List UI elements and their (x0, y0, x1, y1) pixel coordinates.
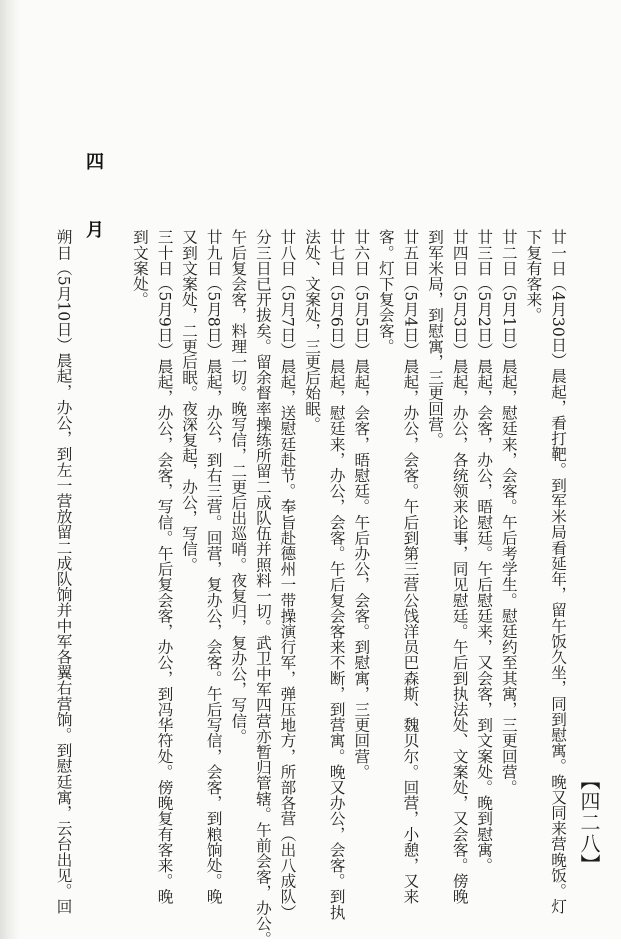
diary-text-block (127, 229, 570, 947)
text-column: 廿四日（5月3日）晨起，办公，各统领来论事，同见慰廷。午后到执法处、文案处，又会客。傍晚 (450, 229, 469, 905)
text-column: 客。灯下复会客。 (376, 229, 395, 354)
page-fold-shadow (0, 0, 20, 939)
text-column: 三十日（5月9日）晨起，办公，会客，写信。午后复会客，办公，到冯华符处。傍晚复有客来。晚 (155, 229, 174, 905)
text-column: 廿六日（5月5日）晨起，会客，晤慰廷。午后办公，会客。到慰寓，三更回营。 (352, 229, 371, 780)
text-column: 廿七日（5月6日）晨起，慰廷来，办公，会客。午后复会客来不断，到营寓。晚又办公，会客。到执 (327, 229, 346, 920)
text-column: 下复有客来。 (524, 229, 543, 323)
text-column: 廿一日（4月30日）晨起，看打靶。到军米局看延年，留午饭久坐，同到慰寓。晚又同来营晚饭。灯 (549, 229, 567, 914)
text-column: 廿三日（5月2日）晨起，会客，办公，晤慰廷。午后慰廷来，又会客，到文案处。晚到慰寓。 (475, 229, 494, 873)
text-column: 法处、文案处，三更后始眠。 (303, 229, 322, 432)
text-column: 廿五日（5月4日）晨起，办公，会客。午后到第三营公饯洋员巴森斯、魏贝尔。回营，小憩，又来 (401, 229, 420, 905)
text-column: 到军米局，到慰寓，三更回营。 (426, 229, 445, 448)
text-column: 到文案处。 (130, 229, 149, 307)
text-column: 又到文案处，二更后眠。夜深复起，办公，写信。 (180, 229, 199, 573)
text-column: 廿八日（5月7日）晨起，送慰廷赴节。奉旨赴德州一带操演行军，弹压地方，所部各营（出八成队） (278, 229, 297, 920)
page-number: 【四二八】 (577, 770, 601, 875)
text-column: 廿二日（5月1日）晨起，慰廷来，会客。午后考学生。慰廷约至其寓，三更回营。 (499, 229, 518, 795)
text-column: 廿九日（5月8日）晨起，办公，到右三营。回营，复办公，会客。午后写信，会客，到粮饷处。晚 (204, 229, 223, 905)
diary-text-after-heading (51, 229, 76, 914)
month-heading: 四 月 (83, 152, 104, 254)
text-column: 分三日已开拔矣。留余督率操练所留二成队伍并照料一切。武卫中军四营亦暂归管辖。午前会客，办公。 (253, 229, 272, 947)
text-column: 朔日（5月10日）晨起，办公，到左一营放留二成队饷并中军各翼右营饷。到慰廷寓，云台出见。回 (54, 229, 73, 914)
text-column: 午后复会客，料理一切。晚写信，二更后出巡哨。夜复归，复办公，写信。 (229, 229, 248, 744)
